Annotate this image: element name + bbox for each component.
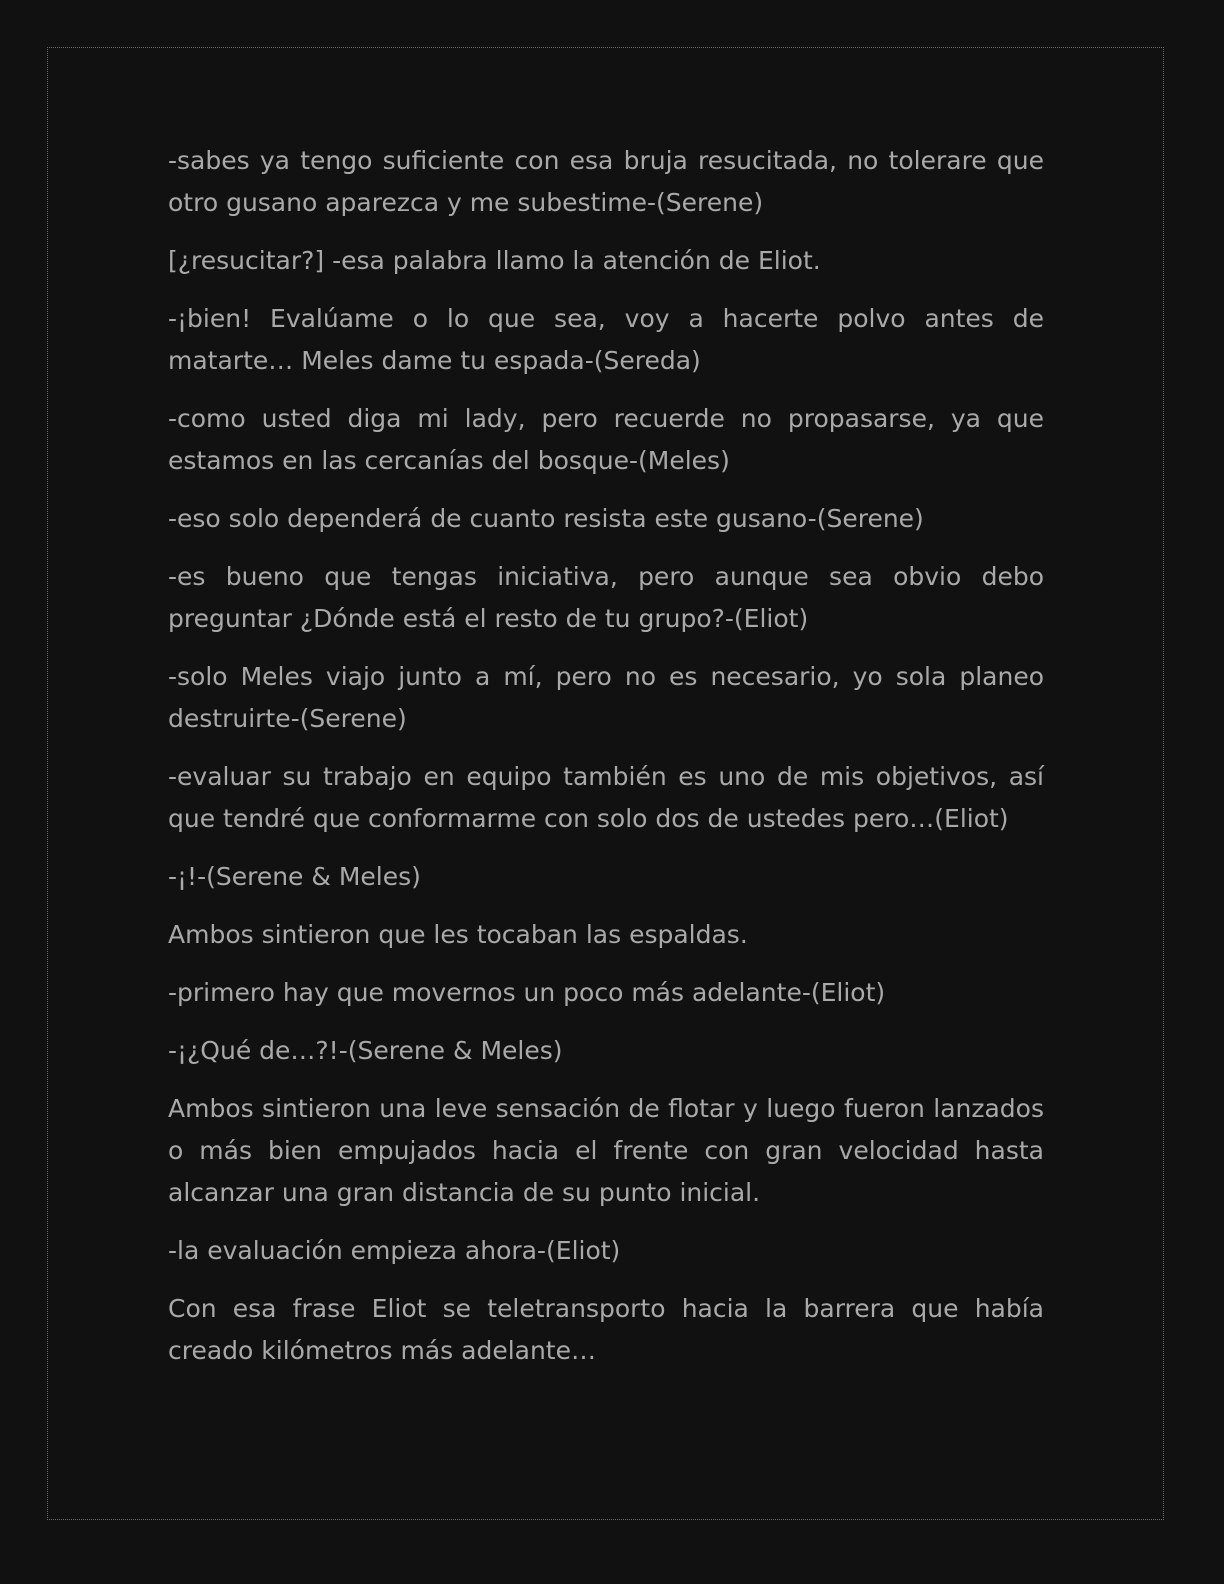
paragraph: -¡!-(Serene & Meles) (168, 862, 421, 891)
paragraph: -evaluar su trabajo en equipo también es uno de mis objetivos, así que tendré que conformarme con solo dos de ustedes pero…(Eliot) (168, 762, 1044, 833)
paragraph: Ambos sintieron una leve sensación de flotar y luego fueron lanzados o más bien empujados hacia el frente con gran velocidad hasta alcanzar una gran distancia de su punto inicial. (168, 1094, 1044, 1207)
paragraph: -¡bien! Evalúame o lo que sea, voy a hacerte polvo antes de matarte… Meles dame tu espada-(Sereda) (168, 304, 1044, 375)
paragraph: Ambos sintieron que les tocaban las espaldas. (168, 920, 748, 949)
paragraph: -solo Meles viajo junto a mí, pero no es necesario, yo sola planeo destruirte-(Serene) (168, 662, 1044, 733)
paragraph: -primero hay que movernos un poco más adelante-(Eliot) (168, 978, 886, 1007)
paragraph: -como usted diga mi lady, pero recuerde no propasarse, ya que estamos en las cercanías del bosque-(Meles) (168, 404, 1044, 475)
paragraph: -es bueno que tengas iniciativa, pero aunque sea obvio debo preguntar ¿Dónde está el resto de tu grupo?-(Eliot) (168, 562, 1044, 633)
story-text (168, 140, 1044, 1388)
paragraph: -sabes ya tengo suficiente con esa bruja resucitada, no tolerare que otro gusano aparezca y me subestime-(Serene) (168, 146, 1044, 217)
paragraph: -¡¿Qué de…?!-(Serene & Meles) (168, 1036, 563, 1065)
paragraph: -eso solo dependerá de cuanto resista este gusano-(Serene) (168, 504, 924, 533)
paragraph: -la evaluación empieza ahora-(Eliot) (168, 1236, 621, 1265)
paragraph: Con esa frase Eliot se teletransporto hacia la barrera que había creado kilómetros más adelante… (168, 1294, 1044, 1365)
paragraph: [¿resucitar?] -esa palabra llamo la atención de Eliot. (168, 246, 821, 275)
